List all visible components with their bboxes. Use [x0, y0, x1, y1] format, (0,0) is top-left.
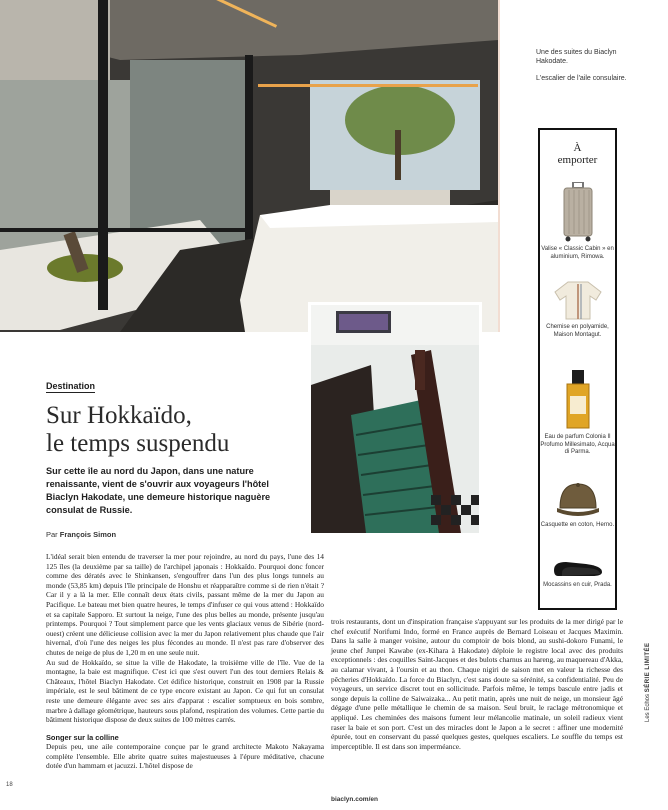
- photo-captions: [536, 48, 646, 91]
- article-column-2: [331, 617, 623, 751]
- series-name: SÉRIE LIMITÉE: [645, 642, 651, 693]
- section-subhead: Songer sur la colline: [46, 732, 119, 742]
- emporter-item-moccasin: [540, 556, 615, 590]
- staircase-caption: L'escalier de l'aile consulaire.: [536, 75, 627, 82]
- article-kicker: Destination: [46, 381, 96, 391]
- cap-icon: [555, 480, 601, 518]
- emporter-caption-shirt: Chemise en polyamide, Maison Montagut.: [546, 324, 609, 338]
- byline-prefix: Par: [46, 530, 58, 539]
- paragraph-3: Depuis peu, une aile contemporaine conçue par le grand architecte Makoto Nakayama complète l'ensemble. Elle abrite quatre suites majestueuses à l'épure méditative, chacune dotée d'un hammam et jacuzzi. L'hôtel dispose de: [46, 742, 324, 771]
- paragraph-1: L'idéal serait bien entendu de traverser la mer pour rejoindre, au nord du pays, l'une des 14 125 îles (la deuxième par sa taille) de l'archipel japonais : Hokkaïdo. Pourquoi donc foncer comme des dératés avec le Shinkansen, s'engouffrer dans l'un des plus longs tunnels au monde (53,85 km) depuis l'île principale de Honshu et réapparaître comme si de rien n'était ? Car il y a là la mer. Elle connaît deux états civils, passant même de la mer du Japon au Pacifique. Le bateau met bien quatre heures, le temps d'infuser ce qui vous attend : Hokkaïdo et sa capitale Sapporo. Et surtout la neige, l'une des plus belles au monde, présente jusqu'au printemps. Pourquoi ? Tout simplement parce que les vents glaciaux venus de Sibérie (nord-ouest) créent une délicieuse collision avec la mer du Japon relativement plus chaude que l'air hivernal, d'où l'une des neiges les plus fécondes au monde. Il n'est pas rare d'observer des chutes de neige de plus de 1,20 m en une seule nuit.: [46, 552, 324, 657]
- suite-photo: [0, 0, 498, 332]
- staircase-photo: [308, 302, 482, 536]
- shirt-icon: [554, 280, 602, 320]
- paragraph-2: Au sud de Hokkaïdo, se situe la ville de Hakodate, la troisième ville de l'île. Vue de la montagne, la baie est magnifique. C'est ici que s'est ouvert l'un des tout derniers Relais & Châteaux, l'hôtel Biaclyn Hakodate. Cet édifice historique, construit en 1908 par la Russie impériale, est le seul bâtiment de ce type encore existant au Japon. Ce qui fut un consulat reste une demeure élégante avec ses airs d'apparat : escalier somptueux en bois sombre, marbre à dallage géométrique, hauteurs sous plafond, respiration des volumes. Cette partie du bâtiment historique dispose de deux suites de 100 mètres carrés.: [46, 657, 324, 725]
- paragraph-4: trois restaurants, dont un d'inspiration française s'appuyant sur les produits de la mer dirigé par le chef exécutif Norifumi Indo, formé en France auprès de Bernard Loiseau et Jacques Maximin. Dans la salle à manger voisine, autour du comptoir de bois blond, au sushi-dokoro Funami, le jeune chef Junpei Kawabe (ex-Kihara à Hakodate) déploie le registre local avec des produits exceptionnels : des coquilles Saint-Jacques et des bulots charnus au hareng, au maquereau d'Akka, au calamar vivant, à l'oursin et au thon. Chaque nigiri de saison met en valeur la richesse des pêcheries d'Hokkaïdo. La force du Biaclyn, c'est sans doute sa sérénité, sa confidentialité. Peu de voyageurs, un service discret tout en sollicitude. Parfois même, le temps bascule entre jadis et songe depuis la colline de Saiwaizaka... Au petit matin, après une nuit de neige, un monsieur âgé dégage d'une pelle métallique le chemin de sa maison. Seul bruit, le raclage métronomique et appliqué. Les cheminées des maisons fument leur mélancolie matinale, un soleil radieux vient raser la baie et son port. C'est un des miracles dont le Japon a le secret : affiner une modernité épurée, tout en conservant du passé quelques gestes, quelques escaliers. Le souffle du temps est imperceptible. Il est dans son imperméance.: [331, 617, 623, 751]
- emporter-item-suitcase: [540, 182, 615, 261]
- emporter-item-cap: [540, 480, 615, 530]
- series-label: [645, 642, 651, 722]
- hotel-website: biaclyn.com/en: [331, 796, 378, 803]
- suite-caption: Une des suites du Biaclyn Hakodate.: [536, 49, 617, 65]
- emporter-title-line1: À: [573, 142, 582, 154]
- emporter-caption-perfume: Eau de parfum Colonia Il Profumo Millesimato, Acqua di Parma.: [540, 434, 615, 455]
- emporter-caption-cap: Casquette en coton, Herno.: [540, 522, 615, 528]
- emporter-item-shirt: [540, 280, 615, 339]
- article-lead: Sur cette île au nord du Japon, dans une nature renaissante, vient de s'ouvrir aux voyageurs l'hôtel Biaclyn Hakodate, une demeure historique naguère consulat de Russie.: [46, 466, 271, 515]
- staircase-photo-illustration: [311, 305, 479, 533]
- article-title-line1: Sur Hokkaïdo,: [46, 402, 192, 429]
- article-byline: [46, 530, 116, 539]
- suitcase-icon: [561, 182, 595, 242]
- article-title: [46, 402, 306, 458]
- perfume-bottle-icon: [564, 370, 592, 430]
- emporter-title-line2: emporter: [557, 154, 598, 166]
- emporter-caption-moccasin: Mocassins en cuir, Prada.: [543, 582, 612, 588]
- page-number: 18: [6, 782, 13, 788]
- moccasin-icon: [552, 556, 604, 578]
- emporter-box: [538, 128, 617, 610]
- emporter-caption-suitcase: Valise « Classic Cabin » en aluminium, Rimowa.: [541, 246, 614, 260]
- article-title-line2: le temps suspendu: [46, 430, 230, 457]
- emporter-item-perfume: [540, 370, 615, 457]
- suite-photo-illustration: [0, 0, 498, 332]
- emporter-title: [540, 142, 615, 166]
- byline-author: François Simon: [59, 530, 117, 539]
- article-column-1: [46, 552, 324, 771]
- series-prefix: Les Echos: [645, 693, 651, 722]
